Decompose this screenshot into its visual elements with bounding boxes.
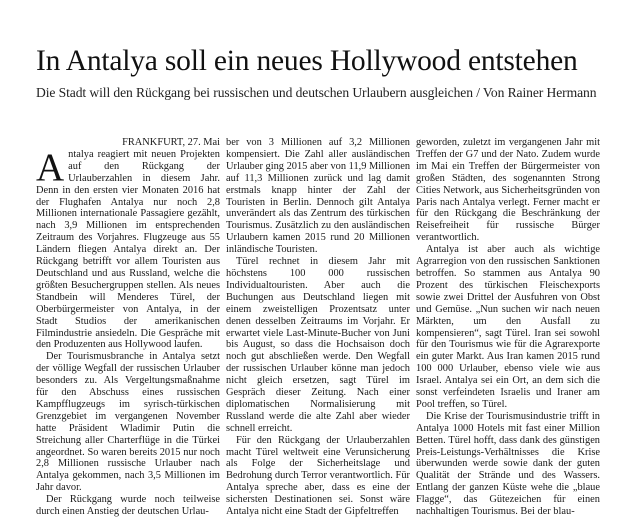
article-column-3 [416,137,600,518]
article-paragraph: Antalya ist aber auch als wichtige Agrarregion von den russischen Sanktionen betroffen. So stammen aus Antalya 90 Prozent des türkischen Fleischexports sowie zwei Drittel der Ausfuhren von Obst und Gemüse. „Nun suchen wir nach neuen Märkten, um den Ausfall zu kompensieren“, sagt Türel. Iran sei sowohl für den Tourismus wie für die Agrarexporte ein guter Markt. Aus Iran kamen 2015 rund 100 000 Urlauber, ebenso viele wie aus Israel. Antalya sei ein Ort, an dem sich die sonst verfeindeten Israelis und Iraner am Pool treffen, so Türel. [416,244,600,410]
article-subheadline: Die Stadt will den Rückgang bei russischen und deutschen Urlaubern ausgleichen / Von Rainer Hermann [36,85,597,100]
article-dateline: FRANKFURT, 27. Mai [122,137,220,148]
article-paragraph: Die Krise der Tourismusindustrie trifft in Antalya 1000 Hotels mit fast einer Million Betten. Türel hofft, dass dank des günstigen Preis-Leistungs-Verhältnisses die Krise überwunden werde sowie dank der guten Qualität der Strände und des Wassers. Entlang der ganzen Küste wehe die „blaue Flagge“, das Gütezeichen für einen nachhaltigen Tourismus. Bei der blau- [416,410,600,518]
article-paragraph: Der Tourismusbranche in Antalya setzt der völlige Wegfall der russischen Urlauber besonders zu. Als Vergeltungsmaßnahme für den Abschuss eines russischen Kampfflugzeugs im syrisch-türkischen Grenzgebiet im vergangenen November hatte Präsident Wladimir Putin die Streichung aller Charterflüge in die Türkei angeordnet. So waren bereits 2015 nur noch 2,8 Millionen russische Urlauber nach Antalya gekommen, nach 3,5 Millionen im Jahr davor. [36,351,220,494]
article-column-2 [226,137,410,518]
article-paragraph: Türel rechnet in diesem Jahr mit höchstens 100 000 russischen Individualtouristen. Aber auch die Buchungen aus Deutschland liegen mit einem zweistelligen Prozentsatz unter denen desselben Zeitraums im Vorjahr. Er erwartet viele Last-Minute-Bucher von Juni bis August, so dass die Hochsaison doch noch gut abschließen werde. Den Wegfall der russischen Urlauber könne man jedoch nicht gleich ersetzen, sagt Türel im Gespräch dieser Zeitung. Nach einer diplomatischen Normalisierung mit Russland werde die alte Zahl aber wieder schnell erreicht. [226,256,410,434]
article-column-1 [36,137,220,518]
article-paragraph: Der Rückgang wurde noch teilweise durch einen Anstieg der deutschen Urlau- [36,494,220,518]
article-paragraph: geworden, zuletzt im vergangenen Jahr mit Treffen der G7 und der Nato. Zudem wurde im Mai ein Treffen der Bürgermeister von großen Städten, des sogenannten Strong Cities Network, aus Sicherheitsgründen von Paris nach Antalya verlegt. Ferner macht er für den Rückgang die Beschränkung der Reisefreiheit für russische Bürger verantwortlich. [416,137,600,244]
article-paragraph: Für den Rückgang der Urlauberzahlen macht Türel weltweit eine Verunsicherung als Folge der Sicherheitslage und Bedrohung durch Terror verantwortlich. Für Antalya spreche aber, dass es eine der sichersten Destinationen sei. Sonst wäre Antalya nicht eine Stadt der Gipfeltreffen [226,434,410,518]
drop-cap: A [36,145,65,189]
article-paragraph: ber von 3 Millionen auf 3,2 Millionen kompensiert. Die Zahl aller ausländischen Urlauber ging 2015 aber von 11,9 Millionen auf 11,3 Millionen zurück und lag damit erstmals knapp hinter der Zahl der Touristen in Berlin. Dennoch gilt Antalya unverändert als das Zentrum des türkischen Tourismus. Zusätzlich zu den ausländischen Urlaubern kamen 2015 rund 20 Millionen inländische Touristen. [226,137,411,256]
paragraph-text: ntalya reagiert mit neuen Projekten auf den Rückgang der Urlauberzahlen in diesem Jahr. Denn in den ersten vier Monaten 2016 hat der Flughafen Antalya nur noch 2,8 Millionen internationale Passagiere gezählt, nach 3,9 Millionen im entsprechenden Zeitraum des Vorjahres. Flugzeuge aus 55 Ländern fliegen Antalya direkt an. Der Rückgang betrifft vor allem Touristen aus Deutschland und aus Russland, welche die größten Besuchergruppen stellen. Als neues Standbein will Menderes Türel, der Oberbürgermeister von Antalya, in der Stadt Studios der amerikanischen Filmindustrie ansiedeln. Die Gespräche mit den Produzenten aus Hollywood laufen. [36,148,220,351]
article-headline: In Antalya soll ein neues Hollywood entstehen [36,45,578,77]
article-paragraph [36,145,220,351]
